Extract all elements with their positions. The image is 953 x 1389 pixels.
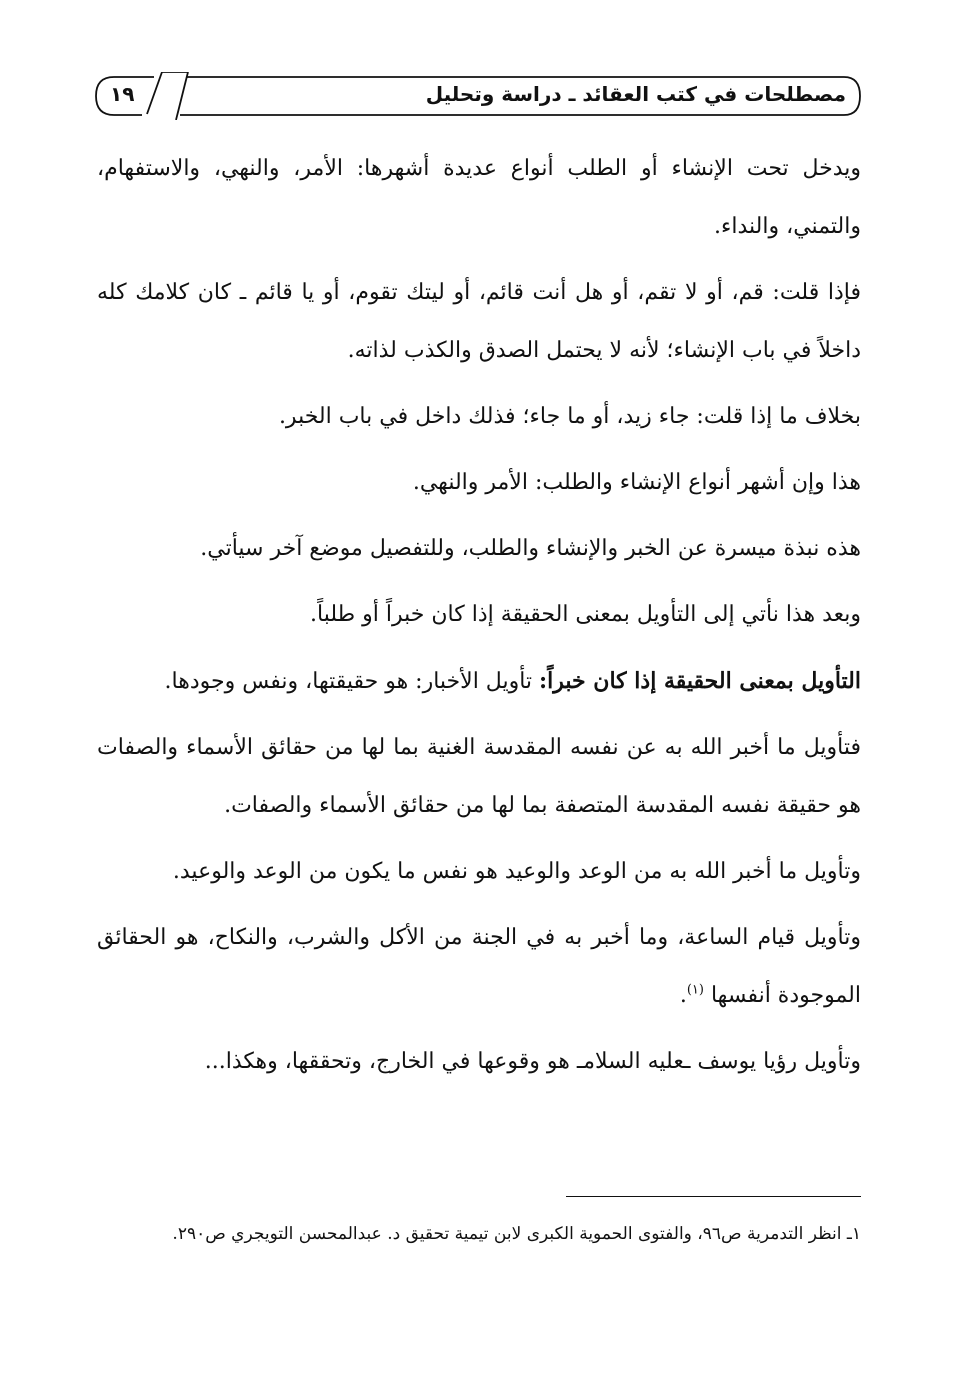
running-header-title: مصطلحات في كتب العقائد ـ دراسة وتحليل xyxy=(425,82,846,106)
footnote-separator xyxy=(566,1196,861,1197)
paragraph: هذا وإن أشهر أنواع الإنشاء والطلب: الأمر والنهي. xyxy=(412,470,861,495)
paragraph: وبعد هذا نأتي إلى التأويل بمعنى الحقيقة إذا كان خبراً أو طلباً. xyxy=(310,602,861,627)
footnote-marker: (١) xyxy=(686,982,704,998)
paragraph: ويدخل تحت الإنشاء أو الطلب أنواع عديدة أشهرها: الأمر، والنهي، والاستفهام، والتمني، والنداء. xyxy=(97,156,861,239)
paragraph: فتأويل ما أخبر الله به عن نفسه المقدسة الغنية بما لها من حقائق الأسماء والصفات هو حقيقة نفسه المقدسة المتصفة بما لها من حقائق الأسماء والصفات. xyxy=(97,735,861,818)
footnotes xyxy=(97,1214,861,1262)
paragraph xyxy=(97,652,861,711)
paragraph: فإذا قلت: قم، أو لا تقم، أو هل أنت قائم، أو ليتك تقوم، أو يا قائم ـ كان كلامك كله داخلاً في باب الإنشاء؛ لأنه لا يحتمل الصدق والكذب لذاته. xyxy=(97,280,861,363)
paragraph-text: تأويل الأخبار: هو حقيقتها، ونفس وجودها. xyxy=(164,669,540,694)
paragraph-end: . xyxy=(679,983,687,1008)
paragraph: هذه نبذة ميسرة عن الخبر والإنشاء والطلب، وللتفصيل موضع آخر سيأتي. xyxy=(200,536,861,561)
paragraph: وتأويل رؤيا يوسف ـعليه السلامـ هو وقوعها في الخارج، وتحققها، وهكذا... xyxy=(204,1049,861,1074)
page-number: ١٩ xyxy=(110,82,135,106)
footnote: ١ـ انظر التدمرية ص٩٦، والفتوى الحموية الكبرى لابن تيمية تحقيق د. عبدالمحسن التويجري ص٢٩٠. xyxy=(172,1224,861,1244)
main-text xyxy=(97,140,861,1099)
paragraph-text: وتأويل قيام الساعة، وما أخبر به في الجنة من الأكل والشرب، والنكاح، هو الحقائق الموجودة أنفسها xyxy=(97,925,861,1008)
section-heading: التأويل بمعنى الحقيقة إذا كان خبراً: xyxy=(539,668,861,694)
paragraph: وتأويل ما أخبر الله به من الوعد والوعيد هو نفس ما يكون من الوعد والوعيد. xyxy=(172,859,861,884)
paragraph: بخلاف ما إذا قلت: جاء زيد، أو ما جاء؛ فذلك داخل في باب الخبر. xyxy=(278,404,861,429)
paragraph xyxy=(97,909,861,1025)
page-header xyxy=(92,72,864,120)
